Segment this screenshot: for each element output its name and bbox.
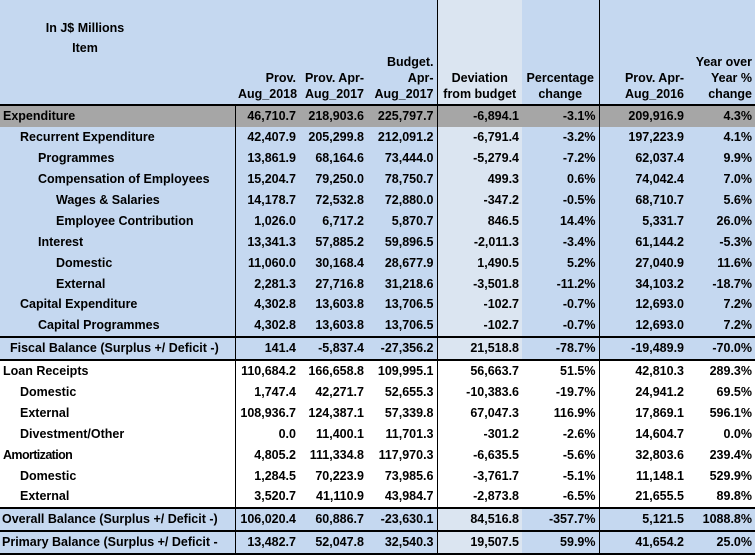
table-row: [0, 315, 755, 337]
cell-value: 14,178.7: [235, 190, 299, 211]
cell-value: 4,302.8: [235, 294, 299, 315]
cell-value: -5.3%: [687, 231, 755, 252]
cell-value: 17,869.1: [599, 402, 687, 423]
units-label: In J$ Millions: [45, 21, 125, 35]
cell-value: 0.0: [235, 423, 299, 444]
table-row: [0, 402, 755, 423]
row-label: Programmes: [0, 148, 235, 169]
cell-value: 289.3%: [687, 360, 755, 382]
cell-value: 13,603.8: [299, 315, 367, 337]
cell-value: -3.4%: [522, 231, 599, 252]
table-row: [0, 190, 755, 211]
cell-value: -2,873.8: [437, 486, 522, 508]
cell-value: -3.1%: [522, 105, 599, 127]
cell-value: -3,761.7: [437, 465, 522, 486]
cell-value: 57,339.8: [367, 402, 437, 423]
cell-value: 4,805.2: [235, 444, 299, 465]
cell-value: 15,204.7: [235, 169, 299, 190]
cell-value: 239.4%: [687, 444, 755, 465]
cell-value: 42,407.9: [235, 127, 299, 148]
cell-value: 59.9%: [522, 531, 599, 554]
cell-value: 41,654.2: [599, 531, 687, 554]
cell-value: -2.6%: [522, 423, 599, 444]
cell-value: 72,880.0: [367, 190, 437, 211]
cell-value: 0.0%: [687, 423, 755, 444]
row-label: External: [0, 273, 235, 294]
table-row: [0, 294, 755, 315]
cell-value: 30,168.4: [299, 252, 367, 273]
row-label: Capital Expenditure: [0, 294, 235, 315]
cell-value: 41,110.9: [299, 486, 367, 508]
cell-value: 21,655.5: [599, 486, 687, 508]
table-row: [0, 169, 755, 190]
cell-value: -7.2%: [522, 148, 599, 169]
cell-value: 4.3%: [687, 105, 755, 127]
cell-value: 11,701.3: [367, 423, 437, 444]
cell-value: 69.5%: [687, 382, 755, 403]
cell-value: -0.5%: [522, 190, 599, 211]
row-label: Fiscal Balance (Surplus +/ Deficit -): [0, 337, 235, 360]
table-row: [0, 105, 755, 127]
cell-value: 70,223.9: [299, 465, 367, 486]
cell-value: 13,482.7: [235, 531, 299, 554]
cell-value: 3,520.7: [235, 486, 299, 508]
cell-value: 212,091.2: [367, 127, 437, 148]
header-prov-apr-aug-2016: Prov. Apr- Aug_2016: [599, 0, 687, 105]
cell-value: 84,516.8: [437, 508, 522, 531]
cell-value: 34,103.2: [599, 273, 687, 294]
cell-value: 2,281.3: [235, 273, 299, 294]
cell-value: 26.0%: [687, 210, 755, 231]
cell-value: 499.3: [437, 169, 522, 190]
cell-value: 67,047.3: [437, 402, 522, 423]
cell-value: 14,604.7: [599, 423, 687, 444]
cell-value: -5,279.4: [437, 148, 522, 169]
header-year-over-year: Year over Year % change: [687, 0, 755, 105]
cell-value: -19,489.9: [599, 337, 687, 360]
cell-value: -78.7%: [522, 337, 599, 360]
cell-value: 4,302.8: [235, 315, 299, 337]
cell-value: 205,299.8: [299, 127, 367, 148]
cell-value: 846.5: [437, 210, 522, 231]
cell-value: 166,658.8: [299, 360, 367, 382]
cell-value: 13,341.3: [235, 231, 299, 252]
cell-value: -23,630.1: [367, 508, 437, 531]
cell-value: -19.7%: [522, 382, 599, 403]
cell-value: 28,677.9: [367, 252, 437, 273]
cell-value: 27,040.9: [599, 252, 687, 273]
row-label: Domestic: [0, 382, 235, 403]
cell-value: 5,331.7: [599, 210, 687, 231]
table-row: [0, 423, 755, 444]
cell-value: 5.6%: [687, 190, 755, 211]
cell-value: -347.2: [437, 190, 522, 211]
table-row: [0, 486, 755, 508]
cell-value: 32,803.6: [599, 444, 687, 465]
cell-value: -3,501.8: [437, 273, 522, 294]
cell-value: -70.0%: [687, 337, 755, 360]
cell-value: -0.7%: [522, 315, 599, 337]
row-label: Primary Balance (Surplus +/ Deficit -: [0, 531, 235, 554]
row-label: Wages & Salaries: [0, 190, 235, 211]
cell-value: 25.0%: [687, 531, 755, 554]
cell-value: 12,693.0: [599, 315, 687, 337]
row-label: Compensation of Employees: [0, 169, 235, 190]
cell-value: 106,020.4: [235, 508, 299, 531]
cell-value: 1,747.4: [235, 382, 299, 403]
row-label: Expenditure: [0, 105, 235, 127]
row-label: Capital Programmes: [0, 315, 235, 337]
cell-value: 42,810.3: [599, 360, 687, 382]
cell-value: 116.9%: [522, 402, 599, 423]
cell-value: 1,284.5: [235, 465, 299, 486]
cell-value: 74,042.4: [599, 169, 687, 190]
cell-value: 11,060.0: [235, 252, 299, 273]
cell-value: 7.0%: [687, 169, 755, 190]
row-label: Amortization: [0, 444, 235, 465]
cell-value: -6,791.4: [437, 127, 522, 148]
cell-value: -6,894.1: [437, 105, 522, 127]
cell-value: -11.2%: [522, 273, 599, 294]
row-label: Divestment/Other: [0, 423, 235, 444]
cell-value: 529.9%: [687, 465, 755, 486]
cell-value: 61,144.2: [599, 231, 687, 252]
cell-value: 32,540.3: [367, 531, 437, 554]
table-row: [0, 360, 755, 382]
cell-value: 225,797.7: [367, 105, 437, 127]
cell-value: 0.6%: [522, 169, 599, 190]
cell-value: 6,717.2: [299, 210, 367, 231]
table-row: [0, 210, 755, 231]
cell-value: 13,603.8: [299, 294, 367, 315]
cell-value: 68,710.7: [599, 190, 687, 211]
table-row: [0, 382, 755, 403]
cell-value: 52,655.3: [367, 382, 437, 403]
cell-value: -5,837.4: [299, 337, 367, 360]
row-label: Overall Balance (Surplus +/ Deficit -): [0, 508, 235, 531]
cell-value: 60,886.7: [299, 508, 367, 531]
cell-value: 13,706.5: [367, 294, 437, 315]
cell-value: -5.1%: [522, 465, 599, 486]
cell-value: 1088.8%: [687, 508, 755, 531]
item-label: Item: [72, 41, 98, 55]
row-label: Domestic: [0, 465, 235, 486]
cell-value: -357.7%: [522, 508, 599, 531]
cell-value: 109,995.1: [367, 360, 437, 382]
row-label: Domestic: [0, 252, 235, 273]
cell-value: 209,916.9: [599, 105, 687, 127]
cell-value: 5.2%: [522, 252, 599, 273]
row-label: External: [0, 486, 235, 508]
table-row: [0, 252, 755, 273]
row-label: Recurrent Expenditure: [0, 127, 235, 148]
cell-value: 43,984.7: [367, 486, 437, 508]
table-row: [0, 337, 755, 360]
cell-value: 46,710.7: [235, 105, 299, 127]
cell-value: -301.2: [437, 423, 522, 444]
cell-value: 1,026.0: [235, 210, 299, 231]
cell-value: 24,941.2: [599, 382, 687, 403]
cell-value: 124,387.1: [299, 402, 367, 423]
cell-value: 7.2%: [687, 294, 755, 315]
cell-value: 31,218.6: [367, 273, 437, 294]
table-row: [0, 444, 755, 465]
cell-value: 111,334.8: [299, 444, 367, 465]
cell-value: 141.4: [235, 337, 299, 360]
cell-value: 56,663.7: [437, 360, 522, 382]
cell-value: 42,271.7: [299, 382, 367, 403]
cell-value: 78,750.7: [367, 169, 437, 190]
cell-value: 11,400.1: [299, 423, 367, 444]
cell-value: -102.7: [437, 294, 522, 315]
header-budget-apr-aug-2017: Budget. Apr- Aug_2017: [367, 0, 437, 105]
cell-value: 13,706.5: [367, 315, 437, 337]
cell-value: 596.1%: [687, 402, 755, 423]
cell-value: 12,693.0: [599, 294, 687, 315]
cell-value: 89.8%: [687, 486, 755, 508]
row-label: Loan Receipts: [0, 360, 235, 382]
header-item-cell: [0, 0, 235, 105]
cell-value: 68,164.6: [299, 148, 367, 169]
cell-value: 4.1%: [687, 127, 755, 148]
cell-value: 5,121.5: [599, 508, 687, 531]
cell-value: 117,970.3: [367, 444, 437, 465]
cell-value: -6.5%: [522, 486, 599, 508]
cell-value: -6,635.5: [437, 444, 522, 465]
cell-value: -10,383.6: [437, 382, 522, 403]
table-row: [0, 148, 755, 169]
cell-value: 7.2%: [687, 315, 755, 337]
row-label: Interest: [0, 231, 235, 252]
cell-value: 52,047.8: [299, 531, 367, 554]
cell-value: 218,903.6: [299, 105, 367, 127]
cell-value: 73,985.6: [367, 465, 437, 486]
cell-value: 51.5%: [522, 360, 599, 382]
header-prov-aug-2018: Prov. Aug_2018: [235, 0, 299, 105]
cell-value: 5,870.7: [367, 210, 437, 231]
cell-value: 57,885.2: [299, 231, 367, 252]
cell-value: 11.6%: [687, 252, 755, 273]
cell-value: 108,936.7: [235, 402, 299, 423]
cell-value: 11,148.1: [599, 465, 687, 486]
row-label: Employee Contribution: [0, 210, 235, 231]
cell-value: 19,507.5: [437, 531, 522, 554]
cell-value: 27,716.8: [299, 273, 367, 294]
cell-value: -3.2%: [522, 127, 599, 148]
cell-value: -0.7%: [522, 294, 599, 315]
table-row: [0, 231, 755, 252]
cell-value: 62,037.4: [599, 148, 687, 169]
cell-value: 9.9%: [687, 148, 755, 169]
row-label: External: [0, 402, 235, 423]
table-row: [0, 273, 755, 294]
cell-value: 13,861.9: [235, 148, 299, 169]
header-deviation: Deviation from budget: [437, 0, 522, 105]
cell-value: 59,896.5: [367, 231, 437, 252]
cell-value: 14.4%: [522, 210, 599, 231]
cell-value: -18.7%: [687, 273, 755, 294]
table-row: [0, 508, 755, 531]
cell-value: -5.6%: [522, 444, 599, 465]
cell-value: 110,684.2: [235, 360, 299, 382]
cell-value: -2,011.3: [437, 231, 522, 252]
table-row: [0, 465, 755, 486]
cell-value: 73,444.0: [367, 148, 437, 169]
cell-value: 1,490.5: [437, 252, 522, 273]
cell-value: -102.7: [437, 315, 522, 337]
header-row: [0, 0, 755, 105]
header-prov-apr-aug-2017: Prov. Apr- Aug_2017: [299, 0, 367, 105]
cell-value: 21,518.8: [437, 337, 522, 360]
cell-value: 72,532.8: [299, 190, 367, 211]
header-percentage-change: Percentage change: [522, 0, 599, 105]
table-row: [0, 531, 755, 554]
table-row: [0, 127, 755, 148]
cell-value: 79,250.0: [299, 169, 367, 190]
cell-value: -27,356.2: [367, 337, 437, 360]
cell-value: 197,223.9: [599, 127, 687, 148]
